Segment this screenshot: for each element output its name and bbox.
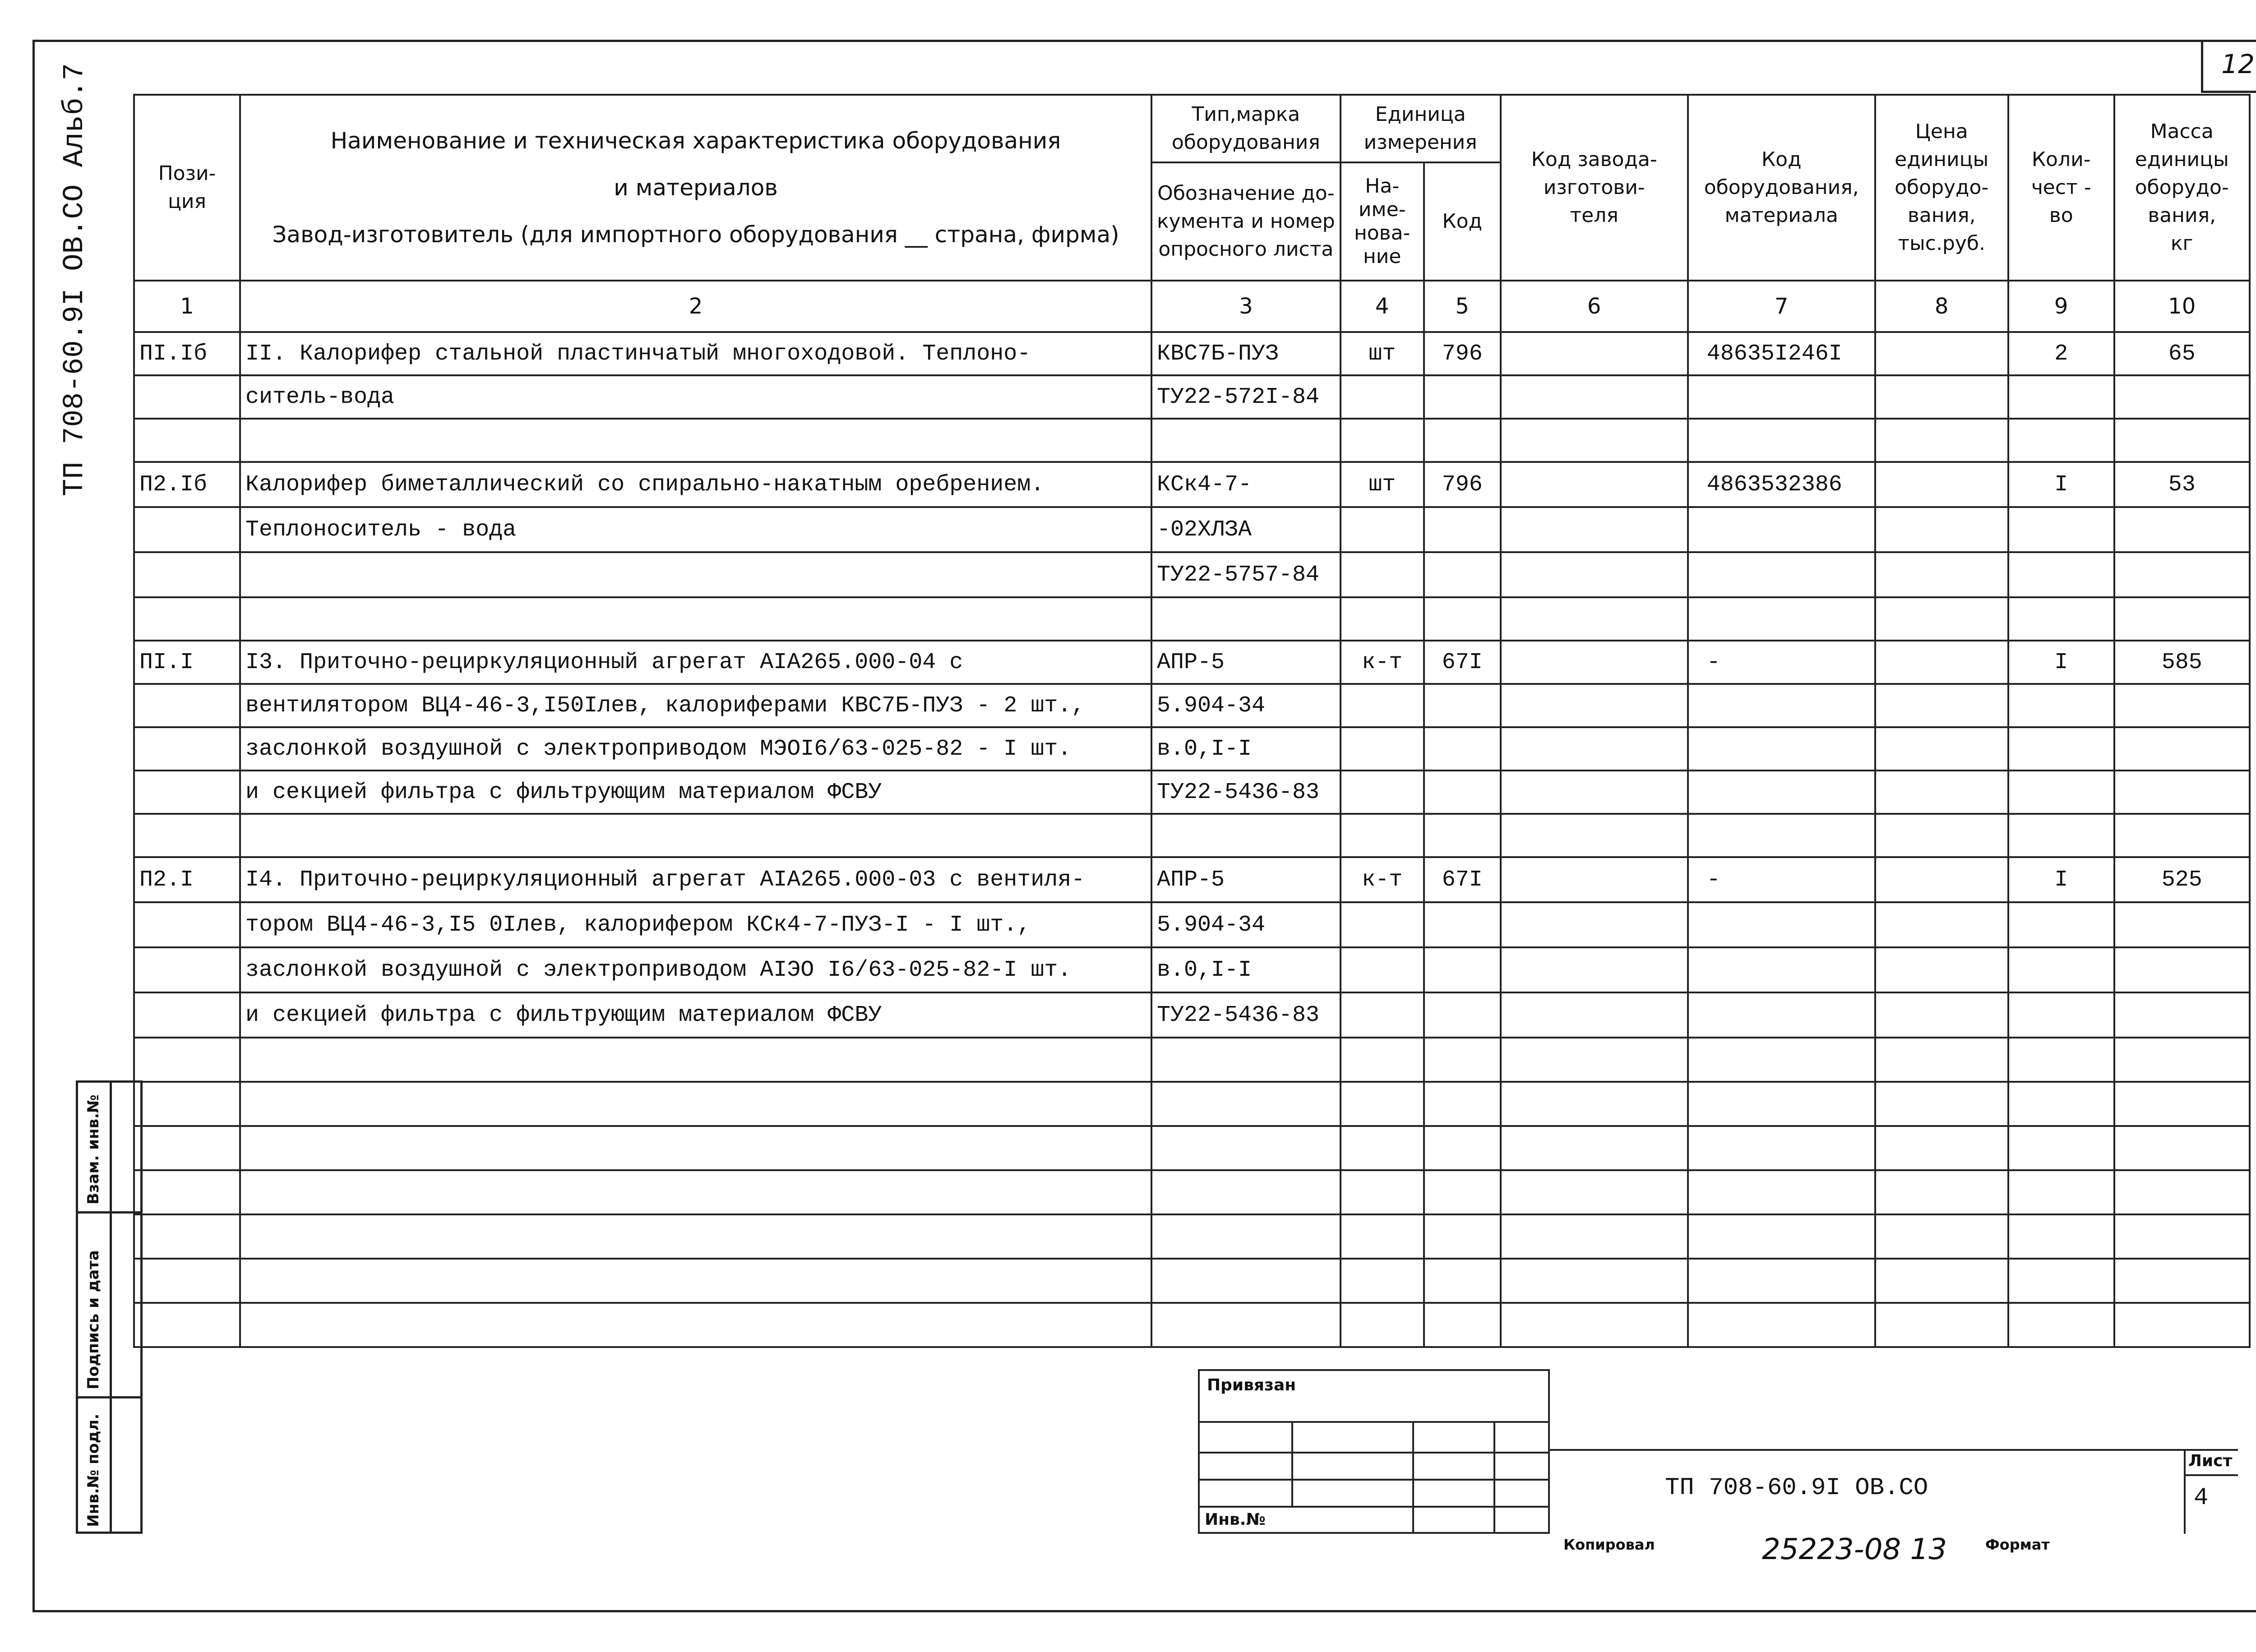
cell-col-9 bbox=[2008, 552, 2114, 597]
cell-col-5 bbox=[1424, 1214, 1501, 1259]
cell-col-7 bbox=[1688, 814, 1875, 857]
cell-col-8 bbox=[1875, 857, 2008, 902]
table-row bbox=[134, 857, 2250, 902]
cell-col-3: ТУ22-572I-84 bbox=[1151, 375, 1341, 419]
specification-table bbox=[133, 94, 2251, 1348]
cell-col-2: вентилятором ВЦ4-46-3,I50Iлев, калориферами КВС7Б-ПУЗ - 2 шт., bbox=[240, 684, 1151, 727]
cell-col-9 bbox=[2008, 902, 2114, 947]
list-number: 4 bbox=[2194, 1484, 2209, 1512]
cell-col-7 bbox=[1688, 1126, 1875, 1170]
cell-col-1 bbox=[134, 1170, 240, 1214]
cell-col-10 bbox=[2114, 552, 2250, 597]
cell-col-7 bbox=[1688, 1303, 1875, 1347]
cell-col-5 bbox=[1424, 1038, 1501, 1082]
cell-col-4 bbox=[1341, 814, 1424, 857]
table-row bbox=[134, 1126, 2250, 1170]
cell-col-10 bbox=[2114, 1082, 2250, 1126]
header-unit-name: На- име- нова- ние bbox=[1341, 162, 1424, 281]
cell-col-6 bbox=[1501, 857, 1688, 902]
cell-col-10 bbox=[2114, 507, 2250, 552]
cell-col-9: I bbox=[2008, 641, 2114, 684]
cell-col-5 bbox=[1424, 771, 1501, 814]
cell-col-3 bbox=[1151, 597, 1341, 641]
cell-col-10 bbox=[2114, 1038, 2250, 1082]
cell-col-5 bbox=[1424, 597, 1501, 641]
cell-col-1 bbox=[134, 902, 240, 947]
cell-col-7 bbox=[1688, 1259, 1875, 1303]
cell-col-1 bbox=[134, 419, 240, 462]
header-position: Пози- ция bbox=[134, 95, 240, 281]
cell-col-4 bbox=[1341, 1259, 1424, 1303]
cell-col-2 bbox=[240, 597, 1151, 641]
table-row bbox=[134, 727, 2250, 771]
table-row bbox=[134, 947, 2250, 992]
table-row bbox=[134, 1082, 2250, 1126]
cell-col-4: к-т bbox=[1341, 857, 1424, 902]
cell-col-6 bbox=[1501, 1126, 1688, 1170]
cell-col-10 bbox=[2114, 1126, 2250, 1170]
cell-col-4 bbox=[1341, 771, 1424, 814]
cell-col-5 bbox=[1424, 814, 1501, 857]
cell-col-7 bbox=[1688, 1038, 1875, 1082]
cell-col-1 bbox=[134, 552, 240, 597]
header-mass: Масса единицы оборудо- вания, кг bbox=[2114, 95, 2250, 281]
cell-col-10 bbox=[2114, 597, 2250, 641]
cell-col-6 bbox=[1501, 1038, 1688, 1082]
cell-col-6 bbox=[1501, 1259, 1688, 1303]
cell-col-3 bbox=[1151, 1259, 1341, 1303]
cell-col-2: заслонкой воздушной с электроприводом МЭОI6/63-025-82 - I шт. bbox=[240, 727, 1151, 771]
cell-col-5 bbox=[1424, 1303, 1501, 1347]
cell-col-6 bbox=[1501, 1303, 1688, 1347]
cell-col-7 bbox=[1688, 1214, 1875, 1259]
cell-col-7 bbox=[1688, 902, 1875, 947]
cell-col-7: - bbox=[1688, 857, 1875, 902]
cell-col-3 bbox=[1151, 1082, 1341, 1126]
cell-col-7: 4863532386 bbox=[1688, 462, 1875, 507]
cell-col-6 bbox=[1501, 462, 1688, 507]
cell-col-7: - bbox=[1688, 641, 1875, 684]
cell-col-7: 48635I246I bbox=[1688, 332, 1875, 375]
cell-col-5 bbox=[1424, 684, 1501, 727]
cell-col-9 bbox=[2008, 375, 2114, 419]
cell-col-5: 67I bbox=[1424, 641, 1501, 684]
cell-col-3 bbox=[1151, 1126, 1341, 1170]
cell-col-9: I bbox=[2008, 857, 2114, 902]
cell-col-8 bbox=[1875, 1082, 2008, 1126]
cell-col-8 bbox=[1875, 1126, 2008, 1170]
cell-col-3: -02ХЛЗА bbox=[1151, 507, 1341, 552]
table-row bbox=[134, 597, 2250, 641]
cell-col-3: КВС7Б-ПУЗ bbox=[1151, 332, 1341, 375]
cell-col-8 bbox=[1875, 597, 2008, 641]
cell-col-10 bbox=[2114, 992, 2250, 1038]
cell-col-7 bbox=[1688, 947, 1875, 992]
table-row bbox=[134, 641, 2250, 684]
table-row bbox=[134, 992, 2250, 1038]
cell-col-4 bbox=[1341, 1303, 1424, 1347]
cell-col-9 bbox=[2008, 1214, 2114, 1259]
cell-col-6 bbox=[1501, 1214, 1688, 1259]
cell-col-3 bbox=[1151, 1303, 1341, 1347]
cell-col-9 bbox=[2008, 771, 2114, 814]
cell-col-3: ТУ22-5436-83 bbox=[1151, 771, 1341, 814]
cell-col-5 bbox=[1424, 727, 1501, 771]
cell-col-3: 5.904-34 bbox=[1151, 684, 1341, 727]
cell-col-3: АПР-5 bbox=[1151, 857, 1341, 902]
cell-col-6 bbox=[1501, 419, 1688, 462]
cell-col-9 bbox=[2008, 1170, 2114, 1214]
cell-col-1 bbox=[134, 1038, 240, 1082]
cell-col-8 bbox=[1875, 507, 2008, 552]
cell-col-9 bbox=[2008, 947, 2114, 992]
cell-col-1: П2.I bbox=[134, 857, 240, 902]
cell-col-7 bbox=[1688, 684, 1875, 727]
cell-col-8 bbox=[1875, 1038, 2008, 1082]
cell-col-5 bbox=[1424, 1082, 1501, 1126]
cell-col-4 bbox=[1341, 507, 1424, 552]
cell-col-6 bbox=[1501, 684, 1688, 727]
cell-col-7 bbox=[1688, 507, 1875, 552]
cell-col-10: 53 bbox=[2114, 462, 2250, 507]
stamp-vzam-inv: Взам. инв.№ bbox=[84, 1094, 102, 1204]
cell-col-2 bbox=[240, 1259, 1151, 1303]
cell-col-2 bbox=[240, 1214, 1151, 1259]
cell-col-8 bbox=[1875, 771, 2008, 814]
cell-col-1 bbox=[134, 375, 240, 419]
cell-col-8 bbox=[1875, 1303, 2008, 1347]
cell-col-6 bbox=[1501, 902, 1688, 947]
header-unit-code: Код bbox=[1424, 162, 1501, 281]
cell-col-2 bbox=[240, 552, 1151, 597]
header-document: Обозначение до- кумента и номер опросного листа bbox=[1151, 162, 1341, 281]
cell-col-5 bbox=[1424, 375, 1501, 419]
cell-col-7 bbox=[1688, 1170, 1875, 1214]
cell-col-1 bbox=[134, 992, 240, 1038]
cell-col-6 bbox=[1501, 332, 1688, 375]
header-manufacturer-code: Код завода- изготови- теля bbox=[1501, 95, 1688, 281]
document-code: ТП 708-60.9I ОВ.СО bbox=[1665, 1474, 1928, 1502]
column-number-row: 1 2 3 4 5 6 7 8 9 10 bbox=[134, 281, 2250, 332]
cell-col-5 bbox=[1424, 419, 1501, 462]
cell-col-2 bbox=[240, 1082, 1151, 1126]
cell-col-9: 2 bbox=[2008, 332, 2114, 375]
cell-col-6 bbox=[1501, 552, 1688, 597]
cell-col-1: ПI.Iб bbox=[134, 332, 240, 375]
cell-col-5 bbox=[1424, 1170, 1501, 1214]
cell-col-4 bbox=[1341, 597, 1424, 641]
cell-col-4 bbox=[1341, 1038, 1424, 1082]
cell-col-6 bbox=[1501, 771, 1688, 814]
cell-col-2 bbox=[240, 1126, 1151, 1170]
cell-col-8 bbox=[1875, 419, 2008, 462]
cell-col-10 bbox=[2114, 947, 2250, 992]
cell-col-8 bbox=[1875, 332, 2008, 375]
cell-col-10 bbox=[2114, 375, 2250, 419]
cell-col-8 bbox=[1875, 552, 2008, 597]
cell-col-2: заслонкой воздушной с электроприводом АIЭО I6/63-025-82-I шт. bbox=[240, 947, 1151, 992]
cell-col-2: ситель-вода bbox=[240, 375, 1151, 419]
cell-col-4 bbox=[1341, 902, 1424, 947]
cell-col-10: 525 bbox=[2114, 857, 2250, 902]
cell-col-3: 5.904-34 bbox=[1151, 902, 1341, 947]
cell-col-10 bbox=[2114, 814, 2250, 857]
cell-col-10 bbox=[2114, 684, 2250, 727]
cell-col-1 bbox=[134, 947, 240, 992]
list-label: Лист bbox=[2188, 1452, 2233, 1470]
table-row bbox=[134, 419, 2250, 462]
table-row bbox=[134, 1259, 2250, 1303]
cell-col-7 bbox=[1688, 992, 1875, 1038]
cell-col-4 bbox=[1341, 992, 1424, 1038]
cell-col-9 bbox=[2008, 507, 2114, 552]
cell-col-4 bbox=[1341, 1214, 1424, 1259]
cell-col-8 bbox=[1875, 462, 2008, 507]
cell-col-8 bbox=[1875, 375, 2008, 419]
table-row bbox=[134, 375, 2250, 419]
stamp-inv-podl: Инв.№ подл. bbox=[84, 1413, 102, 1527]
table-row bbox=[134, 902, 2250, 947]
cell-col-1 bbox=[134, 1214, 240, 1259]
cell-col-10 bbox=[2114, 1170, 2250, 1214]
cell-col-4 bbox=[1341, 1170, 1424, 1214]
cell-col-4 bbox=[1341, 684, 1424, 727]
cell-col-4 bbox=[1341, 375, 1424, 419]
cell-col-2 bbox=[240, 1038, 1151, 1082]
cell-col-9 bbox=[2008, 992, 2114, 1038]
cell-col-10 bbox=[2114, 1214, 2250, 1259]
cell-col-10 bbox=[2114, 727, 2250, 771]
cell-col-1 bbox=[134, 1082, 240, 1126]
cell-col-4 bbox=[1341, 727, 1424, 771]
cell-col-4: шт bbox=[1341, 462, 1424, 507]
cell-col-7 bbox=[1688, 1082, 1875, 1126]
table-row bbox=[134, 814, 2250, 857]
format-label: Формат bbox=[1985, 1536, 2050, 1553]
table-body bbox=[134, 332, 2250, 1347]
sheet-number: 12 bbox=[2221, 49, 2255, 79]
cell-col-7 bbox=[1688, 419, 1875, 462]
inv-no-label: Инв.№ bbox=[1205, 1510, 1266, 1529]
cell-col-5 bbox=[1424, 552, 1501, 597]
cell-col-6 bbox=[1501, 814, 1688, 857]
cell-col-6 bbox=[1501, 727, 1688, 771]
cell-col-1 bbox=[134, 771, 240, 814]
cell-col-9 bbox=[2008, 1126, 2114, 1170]
cell-col-3: КСк4-7- bbox=[1151, 462, 1341, 507]
cell-col-8 bbox=[1875, 992, 2008, 1038]
cell-col-3 bbox=[1151, 1214, 1341, 1259]
table-row bbox=[134, 507, 2250, 552]
cell-col-9 bbox=[2008, 814, 2114, 857]
cell-col-10 bbox=[2114, 902, 2250, 947]
cell-col-10: 585 bbox=[2114, 641, 2250, 684]
cell-col-5 bbox=[1424, 992, 1501, 1038]
cell-col-9 bbox=[2008, 597, 2114, 641]
cell-col-5 bbox=[1424, 1259, 1501, 1303]
cell-col-5: 796 bbox=[1424, 462, 1501, 507]
cell-col-5 bbox=[1424, 902, 1501, 947]
cell-col-8 bbox=[1875, 902, 2008, 947]
table-row bbox=[134, 552, 2250, 597]
cell-col-4 bbox=[1341, 1082, 1424, 1126]
cell-col-4 bbox=[1341, 419, 1424, 462]
cell-col-3: в.0,I-I bbox=[1151, 947, 1341, 992]
cell-col-7 bbox=[1688, 375, 1875, 419]
cell-col-8 bbox=[1875, 684, 2008, 727]
cell-col-3 bbox=[1151, 814, 1341, 857]
cell-col-6 bbox=[1501, 597, 1688, 641]
cell-col-9 bbox=[2008, 1303, 2114, 1347]
header-name: Наименование и техническая характеристика оборудования и материалов Завод-изготовитель (для импортного оборудования __ страна, фирма) bbox=[240, 95, 1151, 281]
cell-col-9 bbox=[2008, 1259, 2114, 1303]
cell-col-4 bbox=[1341, 1126, 1424, 1170]
cell-col-4 bbox=[1341, 947, 1424, 992]
cell-col-10 bbox=[2114, 1259, 2250, 1303]
cell-col-8 bbox=[1875, 641, 2008, 684]
cell-col-6 bbox=[1501, 947, 1688, 992]
cell-col-8 bbox=[1875, 1170, 2008, 1214]
cell-col-1: ПI.I bbox=[134, 641, 240, 684]
cell-col-7 bbox=[1688, 552, 1875, 597]
cell-col-2: тором ВЦ4-46-3,I5 0Iлев, калорифером КСк4-7-ПУЗ-I - I шт., bbox=[240, 902, 1151, 947]
cell-col-3 bbox=[1151, 419, 1341, 462]
cell-col-1: П2.Iб bbox=[134, 462, 240, 507]
header-quantity: Коли- чест - во bbox=[2008, 95, 2114, 281]
cell-col-2: Калорифер биметаллический со спирально-накатным оребрением. bbox=[240, 462, 1151, 507]
table-row bbox=[134, 1038, 2250, 1082]
stamp-podpis-data: Подпись и дата bbox=[84, 1250, 102, 1389]
cell-col-8 bbox=[1875, 1259, 2008, 1303]
cell-col-5: 67I bbox=[1424, 857, 1501, 902]
cell-col-1 bbox=[134, 727, 240, 771]
cell-col-6 bbox=[1501, 1170, 1688, 1214]
cell-col-7 bbox=[1688, 727, 1875, 771]
cell-col-3: АПР-5 bbox=[1151, 641, 1341, 684]
cell-col-6 bbox=[1501, 375, 1688, 419]
cell-col-9 bbox=[2008, 1038, 2114, 1082]
table-row bbox=[134, 684, 2250, 727]
cell-col-10 bbox=[2114, 1303, 2250, 1347]
cell-col-3 bbox=[1151, 1038, 1341, 1082]
cell-col-9 bbox=[2008, 684, 2114, 727]
cell-col-7 bbox=[1688, 771, 1875, 814]
cell-col-10: 65 bbox=[2114, 332, 2250, 375]
cell-col-9 bbox=[2008, 1082, 2114, 1126]
cell-col-10 bbox=[2114, 419, 2250, 462]
cell-col-1 bbox=[134, 507, 240, 552]
cell-col-5 bbox=[1424, 947, 1501, 992]
header-unit-group: Единица измерения bbox=[1341, 95, 1501, 162]
cell-col-6 bbox=[1501, 992, 1688, 1038]
header-equipment-code: Код оборудования, материала bbox=[1688, 95, 1875, 281]
cell-col-1 bbox=[134, 684, 240, 727]
cell-col-2: II. Калорифер стальной пластинчатый многоходовой. Теплоно- bbox=[240, 332, 1151, 375]
table-row bbox=[134, 1303, 2250, 1347]
privyazan-label: Привязан bbox=[1207, 1376, 1296, 1394]
cell-col-2: I4. Приточно-рециркуляционный агрегат АIА265.000-03 с вентиля- bbox=[240, 857, 1151, 902]
cell-col-3 bbox=[1151, 1170, 1341, 1214]
cell-col-3: в.0,I-I bbox=[1151, 727, 1341, 771]
cell-col-5 bbox=[1424, 1126, 1501, 1170]
vertical-document-code: ТП 708-60.9I ОВ.СО Альб.7 bbox=[59, 63, 91, 496]
header-type: Тип,марка оборудования bbox=[1151, 95, 1341, 162]
cell-col-2 bbox=[240, 1170, 1151, 1214]
cell-col-8 bbox=[1875, 1214, 2008, 1259]
cell-col-8 bbox=[1875, 947, 2008, 992]
cell-col-4: к-т bbox=[1341, 641, 1424, 684]
cell-col-2 bbox=[240, 419, 1151, 462]
cell-col-2: I3. Приточно-рециркуляционный агрегат АIА265.000-04 с bbox=[240, 641, 1151, 684]
table-row bbox=[134, 771, 2250, 814]
table-row bbox=[134, 1170, 2250, 1214]
table-row bbox=[134, 462, 2250, 507]
cell-col-2: и секцией фильтра с фильтрующим материалом ФСВУ bbox=[240, 771, 1151, 814]
cell-col-1 bbox=[134, 814, 240, 857]
cell-col-2: и секцией фильтра с фильтрующим материалом ФСВУ bbox=[240, 992, 1151, 1038]
cell-col-1 bbox=[134, 597, 240, 641]
side-stamp-box bbox=[76, 1080, 143, 1534]
cell-col-5: 796 bbox=[1424, 332, 1501, 375]
cell-col-9: I bbox=[2008, 462, 2114, 507]
cell-col-8 bbox=[1875, 814, 2008, 857]
header-price: Цена единицы оборудо- вания, тыс.руб. bbox=[1875, 95, 2008, 281]
cell-col-3: ТУ22-5436-83 bbox=[1151, 992, 1341, 1038]
cell-col-1 bbox=[134, 1126, 240, 1170]
cell-col-9 bbox=[2008, 419, 2114, 462]
cell-col-6 bbox=[1501, 1082, 1688, 1126]
table-row bbox=[134, 332, 2250, 375]
cell-col-1 bbox=[134, 1303, 240, 1347]
cell-col-2: Теплоноситель - вода bbox=[240, 507, 1151, 552]
cell-col-6 bbox=[1501, 641, 1688, 684]
copied-label: Копировал bbox=[1563, 1536, 1655, 1553]
cell-col-1 bbox=[134, 1259, 240, 1303]
cell-col-5 bbox=[1424, 507, 1501, 552]
table-row bbox=[134, 1214, 2250, 1259]
cell-col-6 bbox=[1501, 507, 1688, 552]
cell-col-2 bbox=[240, 1303, 1151, 1347]
cell-col-4 bbox=[1341, 552, 1424, 597]
cell-col-8 bbox=[1875, 727, 2008, 771]
cell-col-7 bbox=[1688, 597, 1875, 641]
cell-col-2 bbox=[240, 814, 1151, 857]
cell-col-10 bbox=[2114, 771, 2250, 814]
cell-col-9 bbox=[2008, 727, 2114, 771]
handwritten-archive-number: 25223-08 13 bbox=[1762, 1533, 1947, 1566]
cell-col-4: шт bbox=[1341, 332, 1424, 375]
cell-col-3: ТУ22-5757-84 bbox=[1151, 552, 1341, 597]
